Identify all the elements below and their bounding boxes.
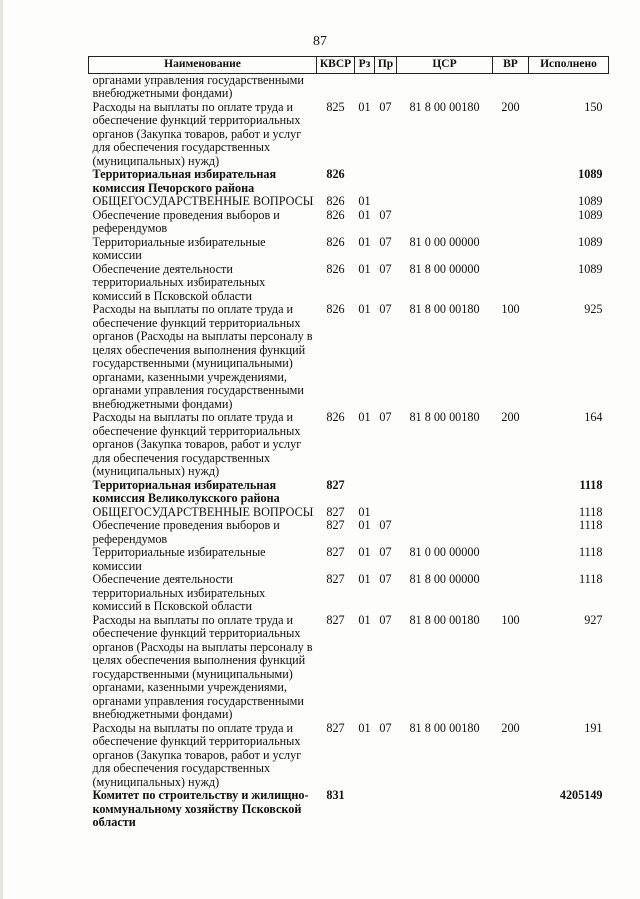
cell-vr (493, 519, 529, 546)
header-name: Наименование (89, 57, 317, 74)
table-header-row (89, 57, 609, 74)
cell-rz: 01 (358, 572, 371, 586)
cell-pr: 07 (379, 545, 392, 559)
cell-csr: 81 8 00 00180 (409, 720, 480, 735)
cell-name: Расходы на выплаты по оплате труда и обеспечение функций территориальных органов (Расходы на выплаты персоналу в целях обеспечения выполнения функций государственными (муниципальными) органами, казенными учреждениями, органами управления государственными внебюджетными фондами) (92, 302, 313, 411)
cell-executed: 164 (584, 410, 603, 424)
cell-csr (397, 519, 493, 546)
cell-name: Территориальная избирательная комиссия Печорского района (92, 167, 277, 195)
cell-pr: 07 (379, 207, 392, 222)
cell-pr: 07 (379, 612, 392, 627)
cell-executed: 1118 (579, 545, 603, 559)
table-row (89, 73, 609, 101)
cell-rz: 01 (358, 504, 371, 519)
cell-vr: 100 (501, 302, 520, 316)
cell-pr (375, 195, 397, 209)
cell-executed: 1118 (579, 572, 603, 586)
header-executed: Исполнено (529, 57, 609, 74)
cell-rz: 01 (358, 410, 371, 424)
cell-kvsr: 827 (326, 572, 345, 586)
cell-kvsr: 827 (326, 504, 345, 519)
cell-vr (493, 546, 529, 573)
cell-vr: 200 (501, 410, 520, 424)
table-row (89, 722, 609, 790)
cell-csr (397, 168, 493, 195)
cell-pr: 07 (379, 234, 392, 249)
table-body (89, 73, 609, 830)
cell-kvsr: 825 (326, 99, 345, 114)
cell-executed: 1089 (578, 194, 603, 208)
cell-pr: 07 (379, 302, 392, 316)
cell-pr (375, 73, 397, 101)
cell-name: Расходы на выплаты по оплате труда и обеспечение функций территориальных органов (Закупка товаров, работ и услуг для обеспечения государственных (муниципальных) нужд) (92, 720, 302, 789)
cell-name: Обеспечение деятельности территориальных избирательных комиссий в Псковской области (92, 261, 266, 303)
cell-executed: 1118 (579, 504, 603, 519)
table-row (89, 789, 609, 830)
cell-rz: 01 (358, 302, 371, 316)
cell-pr: 07 (379, 410, 392, 424)
cell-pr: 07 (379, 518, 392, 532)
table-row (89, 479, 609, 506)
cell-kvsr (317, 73, 355, 101)
cell-pr: 07 (379, 720, 392, 735)
cell-kvsr: 826 (326, 261, 345, 276)
cell-vr: 200 (501, 720, 520, 735)
cell-csr (397, 209, 493, 236)
cell-executed: 1089 (578, 261, 603, 276)
cell-executed: 1089 (578, 167, 603, 181)
cell-vr (493, 573, 529, 614)
cell-vr: 200 (501, 99, 520, 114)
cell-csr (397, 195, 493, 209)
cell-kvsr: 826 (326, 194, 345, 208)
cell-kvsr: 827 (326, 720, 345, 735)
table-row (89, 546, 609, 573)
cell-pr (375, 479, 397, 506)
cell-csr: 81 8 00 00180 (409, 302, 480, 316)
budget-table-container (88, 56, 608, 830)
cell-vr (493, 209, 529, 236)
cell-csr: 81 8 00 00180 (409, 410, 480, 424)
cell-executed (529, 73, 609, 101)
cell-kvsr: 827 (326, 545, 345, 559)
table-row (89, 101, 609, 169)
cell-csr: 81 8 00 00180 (409, 99, 480, 114)
cell-csr: 81 0 00 00000 (409, 545, 480, 559)
cell-name: ОБЩЕГОСУДАРСТВЕННЫЕ ВОПРОСЫ (92, 194, 314, 208)
cell-executed: 1089 (578, 207, 603, 222)
table-row (89, 236, 609, 263)
cell-kvsr: 827 (326, 518, 345, 532)
table-row (89, 209, 609, 236)
cell-pr (375, 168, 397, 195)
cell-pr (375, 789, 397, 830)
cell-rz: 01 (358, 261, 371, 276)
cell-executed: 191 (584, 720, 603, 735)
table-row (89, 263, 609, 304)
cell-csr (397, 506, 493, 520)
cell-rz: 01 (358, 99, 371, 114)
cell-rz (355, 73, 375, 101)
header-pr: Пр (375, 57, 397, 74)
cell-name: Расходы на выплаты по оплате труда и обеспечение функций территориальных органов (Закупка товаров, работ и услуг для обеспечения государственных (муниципальных) нужд) (92, 410, 302, 478)
cell-vr: 100 (501, 612, 520, 627)
cell-csr (397, 479, 493, 506)
cell-rz: 01 (358, 518, 371, 532)
cell-executed: 925 (584, 302, 603, 316)
table-row (89, 614, 609, 722)
cell-rz: 01 (358, 612, 371, 627)
table-row (89, 195, 609, 209)
cell-vr (493, 168, 529, 195)
cell-rz (355, 168, 375, 195)
cell-pr: 07 (379, 99, 392, 114)
cell-vr (493, 789, 529, 830)
cell-rz (355, 789, 375, 830)
cell-name: Комитет по строительству и жилищно-коммунальному хозяйству Псковской области (92, 788, 309, 829)
cell-csr: 81 8 00 00180 (409, 612, 480, 627)
cell-name: Территориальная избирательная комиссия Великолукского района (92, 477, 280, 505)
cell-vr (493, 195, 529, 209)
cell-executed: 1089 (578, 234, 603, 249)
cell-executed: 1118 (579, 518, 603, 532)
cell-name: Расходы на выплаты по оплате труда и обеспечение функций территориальных органов (Закупка товаров, работ и услуг для обеспечения государственных (муниципальных) нужд) (92, 99, 302, 168)
table-row (89, 168, 609, 195)
cell-pr: 07 (379, 572, 392, 586)
cell-rz: 01 (358, 545, 371, 559)
cell-vr (493, 263, 529, 304)
cell-name: Обеспечение деятельности территориальных избирательных комиссий в Псковской области (92, 572, 266, 613)
cell-rz: 01 (358, 207, 371, 222)
cell-csr: 81 8 00 00000 (409, 261, 480, 276)
cell-vr (493, 479, 529, 506)
header-kvsr: КВСР (317, 57, 355, 74)
cell-pr (375, 506, 397, 520)
cell-name: ОБЩЕГОСУДАРСТВЕННЫЕ ВОПРОСЫ (92, 504, 314, 519)
table-row (89, 303, 609, 411)
cell-vr (493, 73, 529, 101)
cell-executed: 4205149 (559, 788, 603, 802)
cell-executed: 927 (584, 612, 603, 627)
cell-rz: 01 (358, 720, 371, 735)
cell-csr (397, 73, 493, 101)
cell-kvsr: 826 (326, 234, 345, 249)
cell-kvsr: 826 (326, 410, 345, 424)
cell-rz: 01 (358, 194, 371, 208)
cell-kvsr: 826 (326, 302, 345, 316)
cell-kvsr: 827 (326, 612, 345, 627)
budget-execution-table (88, 56, 609, 830)
cell-rz (355, 479, 375, 506)
table-row (89, 411, 609, 479)
cell-name: Расходы на выплаты по оплате труда и обеспечение функций территориальных органов (Расходы на выплаты персоналу в целях обеспечения выполнения функций государственными (муниципальными) органами, казенными учреждениями, органами управления государственными внебюджетными фондами) (92, 612, 313, 721)
table-row (89, 519, 609, 546)
cell-executed: 1118 (579, 477, 603, 492)
cell-csr: 81 8 00 00000 (409, 572, 480, 586)
cell-name: органами управления государственными внебюджетными фондами) (92, 72, 304, 100)
cell-rz: 01 (358, 234, 371, 249)
cell-kvsr: 826 (326, 207, 345, 222)
cell-vr (493, 236, 529, 263)
cell-name: Обеспечение проведения выборов и референдумов (92, 518, 280, 546)
cell-kvsr: 831 (326, 788, 345, 802)
cell-kvsr: 826 (326, 167, 345, 181)
table-row (89, 573, 609, 614)
cell-executed: 150 (584, 99, 603, 114)
cell-name: Обеспечение проведения выборов и референдумов (92, 207, 280, 235)
cell-csr: 81 0 00 00000 (409, 234, 480, 249)
cell-vr (493, 506, 529, 520)
header-vr: ВР (493, 57, 529, 74)
scan-edge (0, 0, 3, 899)
table-row (89, 506, 609, 520)
header-rz: Рз (355, 57, 375, 74)
page-number: 87 (313, 34, 327, 49)
cell-name: Территориальные избирательные комиссии (92, 234, 266, 262)
header-csr: ЦСР (397, 57, 493, 74)
cell-kvsr: 827 (326, 477, 345, 492)
cell-pr: 07 (379, 261, 392, 276)
cell-csr (397, 789, 493, 830)
cell-name: Территориальные избирательные комиссии (92, 545, 266, 573)
